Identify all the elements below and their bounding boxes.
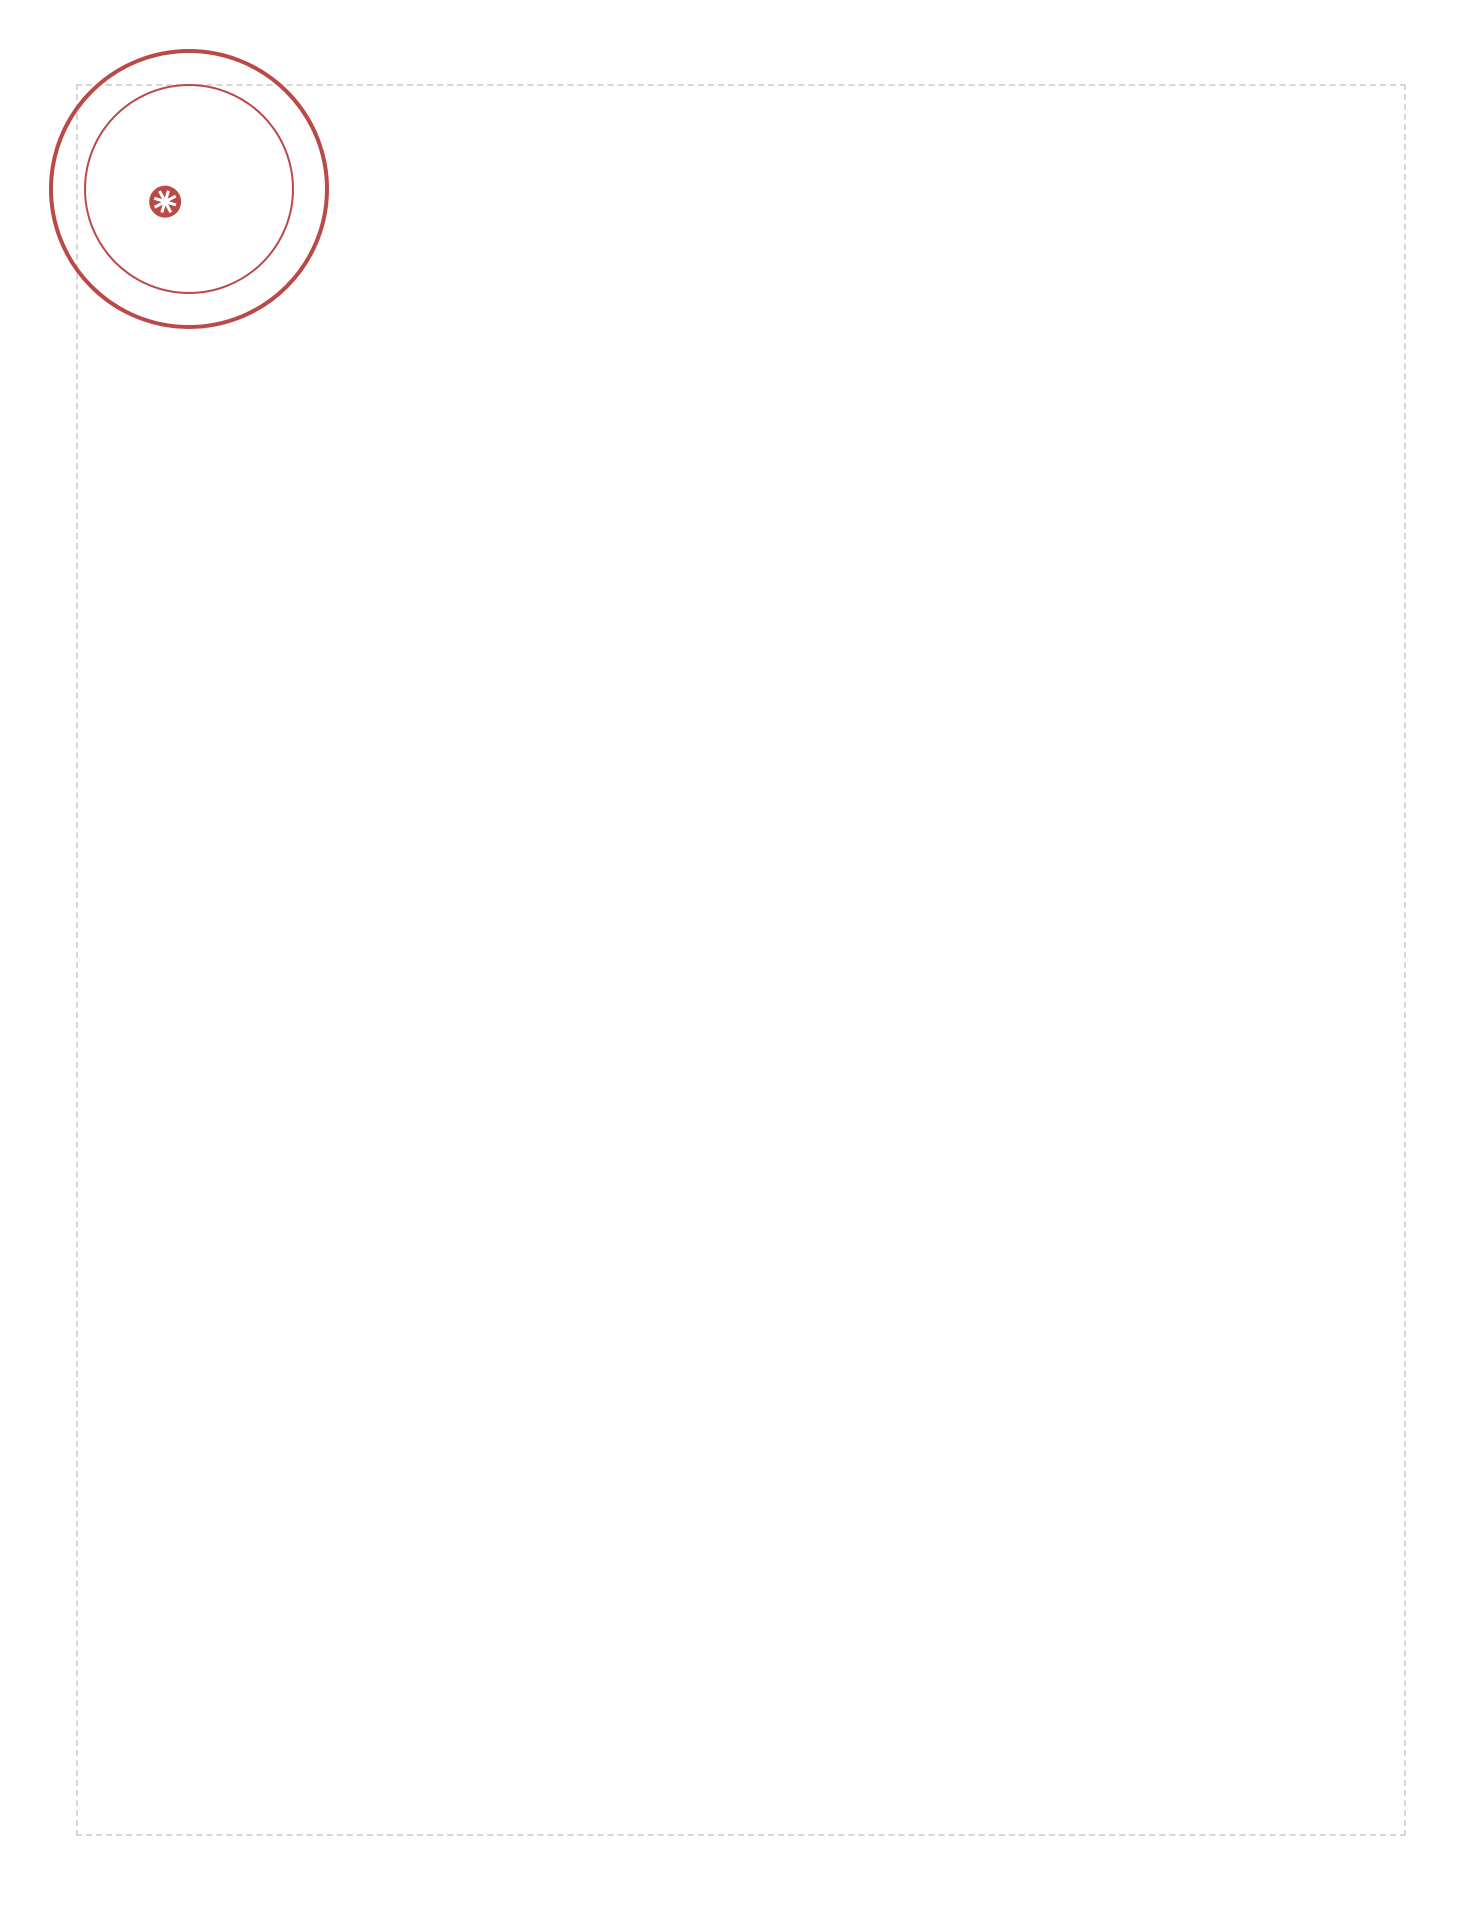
contact-phone	[830, 1778, 1190, 1814]
price-includes-note	[0, 304, 1484, 335]
contact-email[interactable]	[260, 1778, 740, 1814]
page-title	[0, 176, 1484, 238]
holly-garland-divider	[124, 476, 1364, 556]
menu-item	[0, 769, 1484, 814]
upgrade-item	[0, 1314, 1484, 1359]
minimum-note	[0, 344, 1484, 366]
staff-note	[0, 373, 1484, 399]
upgrade-item	[0, 1240, 1484, 1285]
upgrade-item	[0, 1092, 1484, 1137]
upgrade-item	[0, 1390, 1484, 1435]
upgrade-item	[0, 1166, 1484, 1211]
price-per-person	[0, 246, 1484, 291]
menu-item	[0, 916, 1484, 961]
menu-item	[0, 623, 1484, 668]
upgrade-item	[0, 1594, 1484, 1639]
upgrade-item	[0, 1455, 1484, 1500]
menu-item	[0, 836, 1484, 881]
upgrades-heading	[0, 1010, 1484, 1060]
menu-item	[0, 697, 1484, 742]
upgrade-item	[0, 1520, 1484, 1565]
